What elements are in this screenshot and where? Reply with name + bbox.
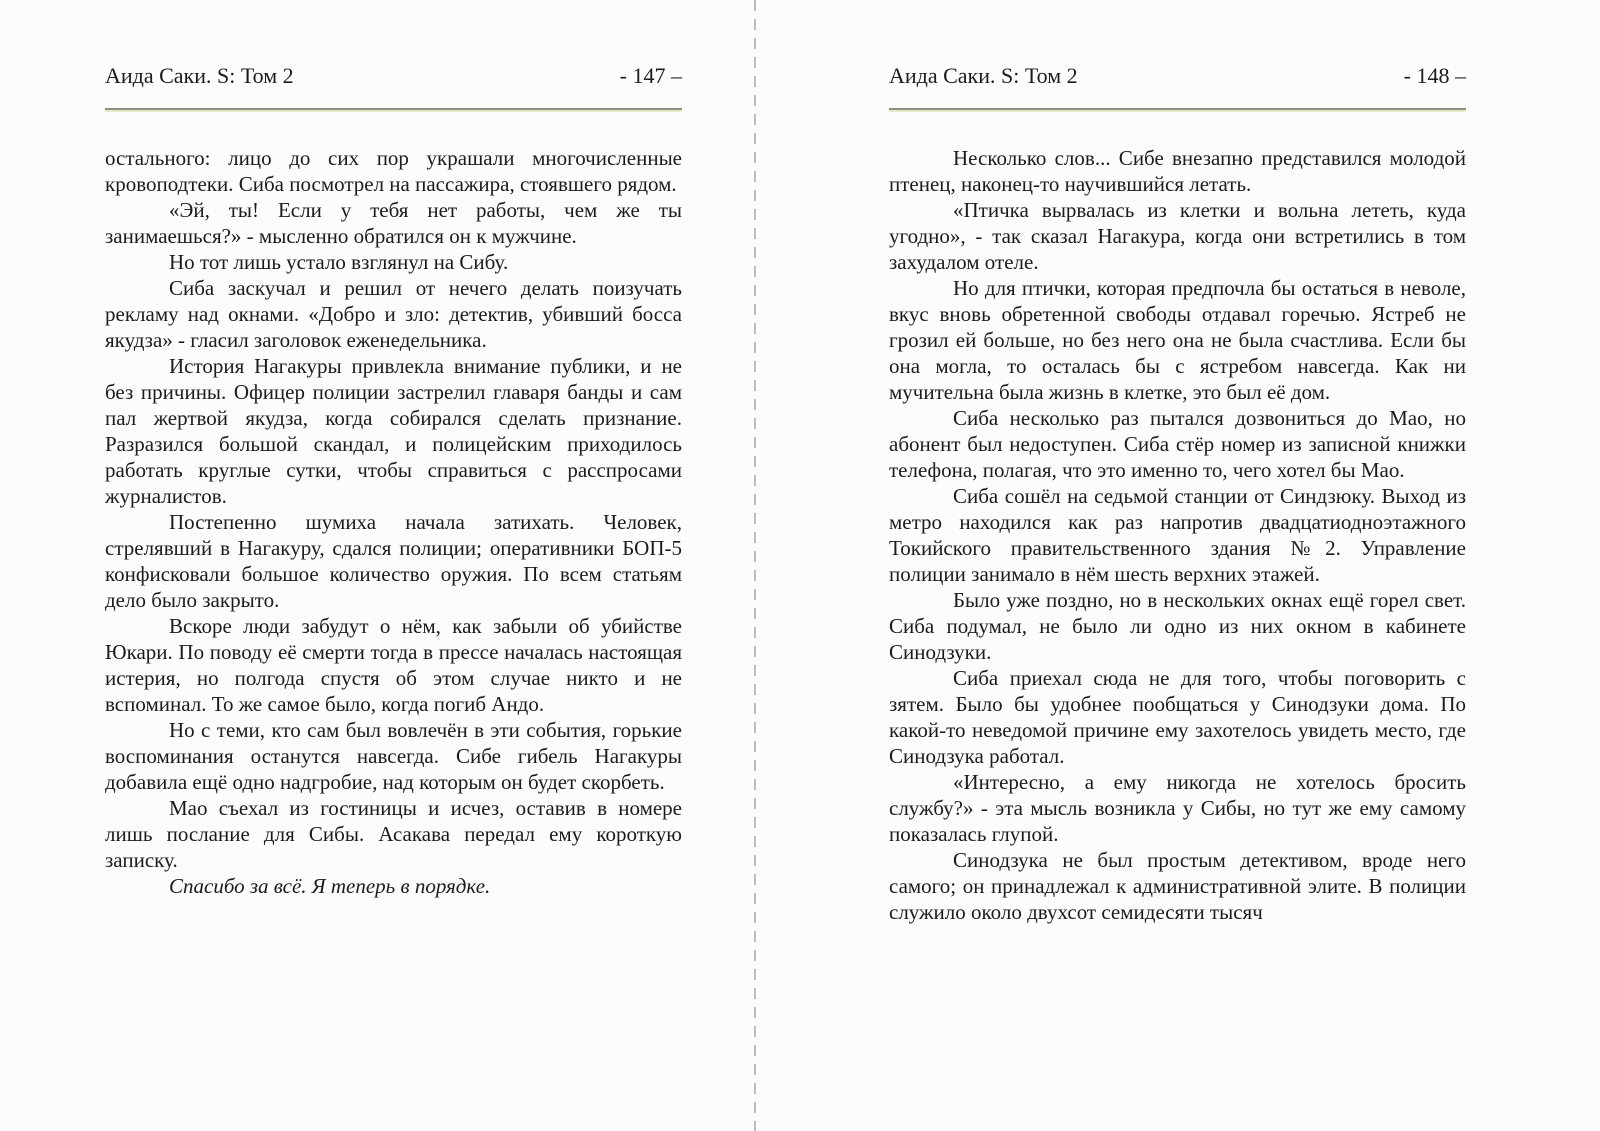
paragraph: История Нагакуры привлекла внимание публики, и не без причины. Офицер полиции застрелил главаря банды и сам пал жертвой якудза, когда собирался сделать признание. Разразился большой скандал, и полицейским приходилось работать круглые сутки, чтобы справиться с расспросами журналистов. (105, 354, 682, 508)
paragraph: Сиба несколько раз пытался дозвониться до Мао, но абонент был недоступен. Сиба стёр номер из записной книжки телефона, полагая, что это именно то, чего хотел бы Мао. (889, 406, 1466, 482)
paragraph: «Эй, ты! Если у тебя нет работы, чем же ты занимаешься?» - мысленно обратился он к мужчине. (105, 198, 682, 248)
paragraph: Постепенно шумиха начала затихать. Человек, стрелявший в Нагакуру, сдался полиции; оперативники БОП-5 конфисковали большое количество оружия. По всем статьям дело было закрыто. (105, 510, 682, 612)
page-gutter-divider (754, 0, 756, 1131)
paragraph: Но для птички, которая предпочла бы остаться в неволе, вкус вновь обретенной свободы отдавал горечью. Ястреб не грозил ей больше, но без него она не была счастлива. Если бы она могла, то осталась бы с ястребом навсегда. Как ни мучительна была жизнь в клетке, это был её дом. (889, 276, 1466, 404)
paragraph: Мао съехал из гостиницы и исчез, оставив в номере лишь послание для Сибы. Асакава передал ему короткую записку. (105, 796, 682, 872)
page-header (889, 62, 1466, 90)
paragraph: Было уже поздно, но в нескольких окнах ещё горел свет. Сиба подумал, не было ли одно из них окном в кабинете Синодзуки. (889, 588, 1466, 664)
running-title: Аида Саки. S: Том 2 (889, 63, 1078, 88)
paragraph: Сиба сошёл на седьмой станции от Синдзюку. Выход из метро находился как раз напротив двадцатиодноэтажного Токийского правительственного здания №2. Управление полиции занимало в нём шесть верхних этажей. (889, 484, 1466, 586)
paragraph: «Птичка вырвалась из клетки и вольна лететь, куда угодно», - так сказал Нагакура, когда они встретились в том захудалом отеле. (889, 198, 1466, 274)
paragraph: Сиба заскучал и решил от нечего делать поизучать рекламу над окнами. «Добро и зло: детектив, убивший босса якудза» - гласил заголовок еженедельника. (105, 276, 682, 352)
page-body (105, 145, 682, 899)
header-rule (889, 108, 1466, 112)
paragraph: Синодзука не был простым детективом, вроде него самого; он принадлежал к административной элите. В полиции служило около двухсот семидесяти тысяч (889, 848, 1466, 924)
running-title: Аида Саки. S: Том 2 (105, 63, 294, 88)
page-header (105, 62, 682, 90)
paragraph: Вскоре люди забудут о нём, как забыли об убийстве Юкари. По поводу её смерти тогда в прессе началась настоящая истерия, но полгода спустя об этом случае никто и не вспоминал. То же самое было, когда погиб Андо. (105, 614, 682, 716)
paragraph: Но тот лишь устало взглянул на Сибу. (169, 250, 509, 274)
page-body (889, 145, 1466, 925)
book-page-147 (105, 62, 682, 899)
paragraph: «Интересно, а ему никогда не хотелось бросить службу?» - эта мысль возникла у Сибы, но тут же ему самому показалась глупой. (889, 770, 1466, 846)
book-page-148 (889, 62, 1466, 925)
paragraph: Сиба приехал сюда не для того, чтобы поговорить с зятем. Было бы удобнее пообщаться у Синодзуки дома. По какой-то неведомой причине ему захотелось увидеть место, где Синодзука работал. (889, 666, 1466, 768)
page-number: - 148 – (1403, 63, 1466, 88)
note-quote-paragraph: Спасибо за всё. Я теперь в порядке. (169, 874, 491, 898)
page-number: - 147 – (619, 63, 682, 88)
paragraph: Но с теми, кто сам был вовлечён в эти события, горькие воспоминания останутся навсегда. Сибе гибель Нагакуры добавила ещё одно надгробие, над которым он будет скорбеть. (105, 718, 682, 794)
paragraph: Несколько слов... Сибе внезапно представился молодой птенец, наконец-то научившийся летать. (889, 146, 1466, 196)
header-rule (105, 108, 682, 112)
paragraph: остального: лицо до сих пор украшали многочисленные кровоподтеки. Сиба посмотрел на пассажира, стоявшего рядом. (105, 146, 682, 196)
